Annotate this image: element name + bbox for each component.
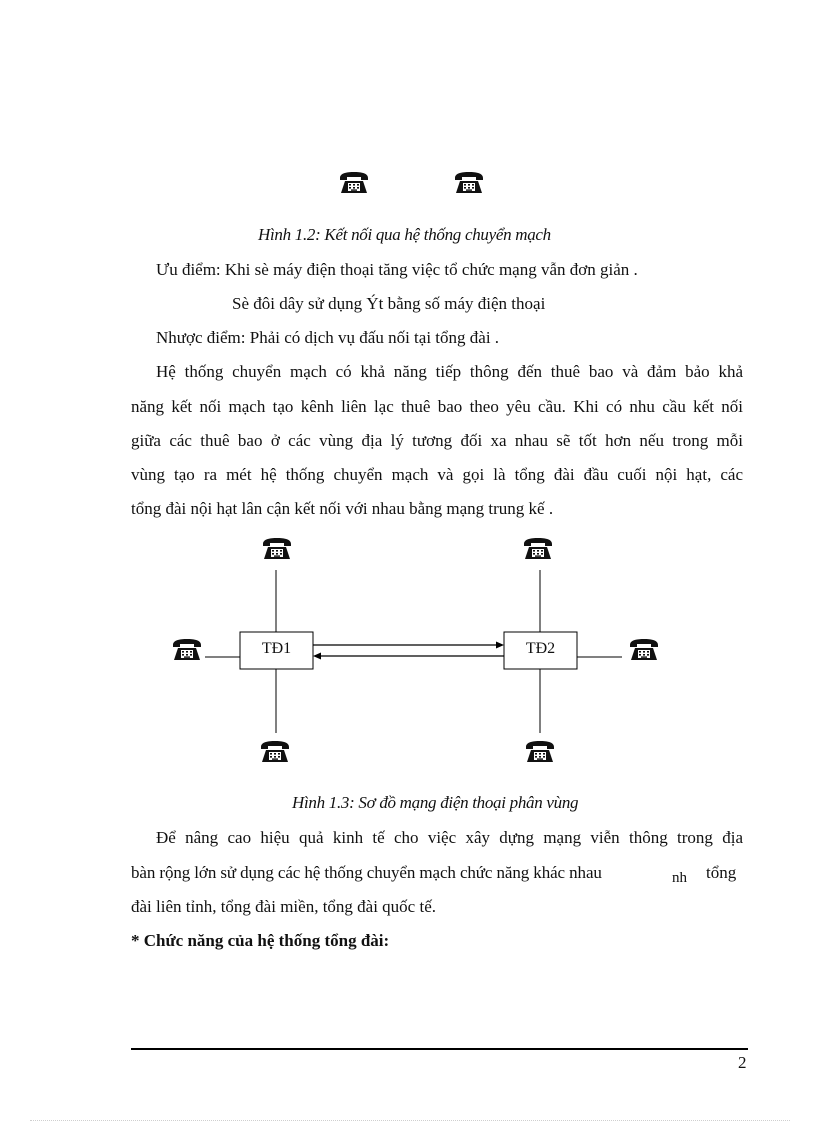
paragraph-1-line-2: năng kết nối mạch tạo kênh liên lạc thuê bao theo yêu cầu. Khi có nhu cầu kết nối [131, 397, 743, 416]
telephone-icon [260, 740, 290, 764]
paragraph-2-line-2-sub: nh [672, 870, 687, 886]
footer-rule [131, 1048, 748, 1050]
disadvantages-text: Phải có dịch vụ đấu nối tại tổng đài . [249, 328, 500, 347]
paragraph-1-line-1: Hệ thống chuyển mạch có khả năng tiếp thông đến thuê bao và đảm bảo khả [156, 362, 743, 381]
telephone-icon [525, 740, 555, 764]
advantages-text-2: Sè đôi dây sử dụng Ýt bằng số máy điện thoại [232, 294, 546, 313]
paragraph-2-line-2-end: tổng [706, 863, 737, 882]
paragraph-1-line-3: giữa các thuê bao ở các vùng địa lý tương đối xa nhau sẽ tốt hơn nếu trong mỗi [131, 431, 743, 450]
paragraph-1-line-5: tổng đài nội hạt lân cận kết nối với nhau bằng mạng trung kế . [131, 499, 554, 518]
section-heading: * Chức năng của hệ thống tổng đài: [131, 931, 390, 950]
arrow-head-backward [313, 653, 321, 660]
paragraph-2-line-2-main: bàn rộng lớn sử dụng các hệ thống chuyển mạch chức năng khác nhau [131, 863, 602, 882]
page-number: 2 [738, 1053, 747, 1072]
advantages-text-1: Khi sè máy điện thoại tăng việc tổ chức mạng vẫn đơn giản . [224, 260, 638, 279]
telephone-icon [523, 537, 553, 561]
td2-label: TĐ2 [525, 640, 556, 657]
paragraph-2-line-2 [131, 862, 743, 886]
td1-label: TĐ1 [261, 640, 292, 657]
paragraph-2-line-3: đài liên tỉnh, tổng đài miền, tổng đài quốc tế. [131, 897, 436, 916]
figure-1-3-caption: Hình 1.3: Sơ đồ mạng điện thoại phân vùng [292, 793, 579, 812]
telephone-icon [262, 537, 292, 561]
figure-1-2-caption: Hình 1.2: Kết nối qua hệ thống chuyển mạch [258, 225, 551, 244]
arrow-head-forward [496, 642, 504, 649]
disadvantages-label: Nhược điểm: [156, 328, 246, 347]
paragraph-2-line-1: Để nâng cao hiệu quả kinh tế cho việc xây dựng mạng viễn thông trong địa [156, 828, 743, 847]
telephone-icon [629, 638, 659, 662]
page-bottom-border [30, 1120, 790, 1121]
telephone-icon [172, 638, 202, 662]
paragraph-1-line-4: vùng tạo ra mét hệ thống chuyển mạch và gọi là tổng đài đầu cuối nội hạt, các [131, 465, 743, 484]
advantages-label: Ưu điểm: [156, 260, 221, 279]
